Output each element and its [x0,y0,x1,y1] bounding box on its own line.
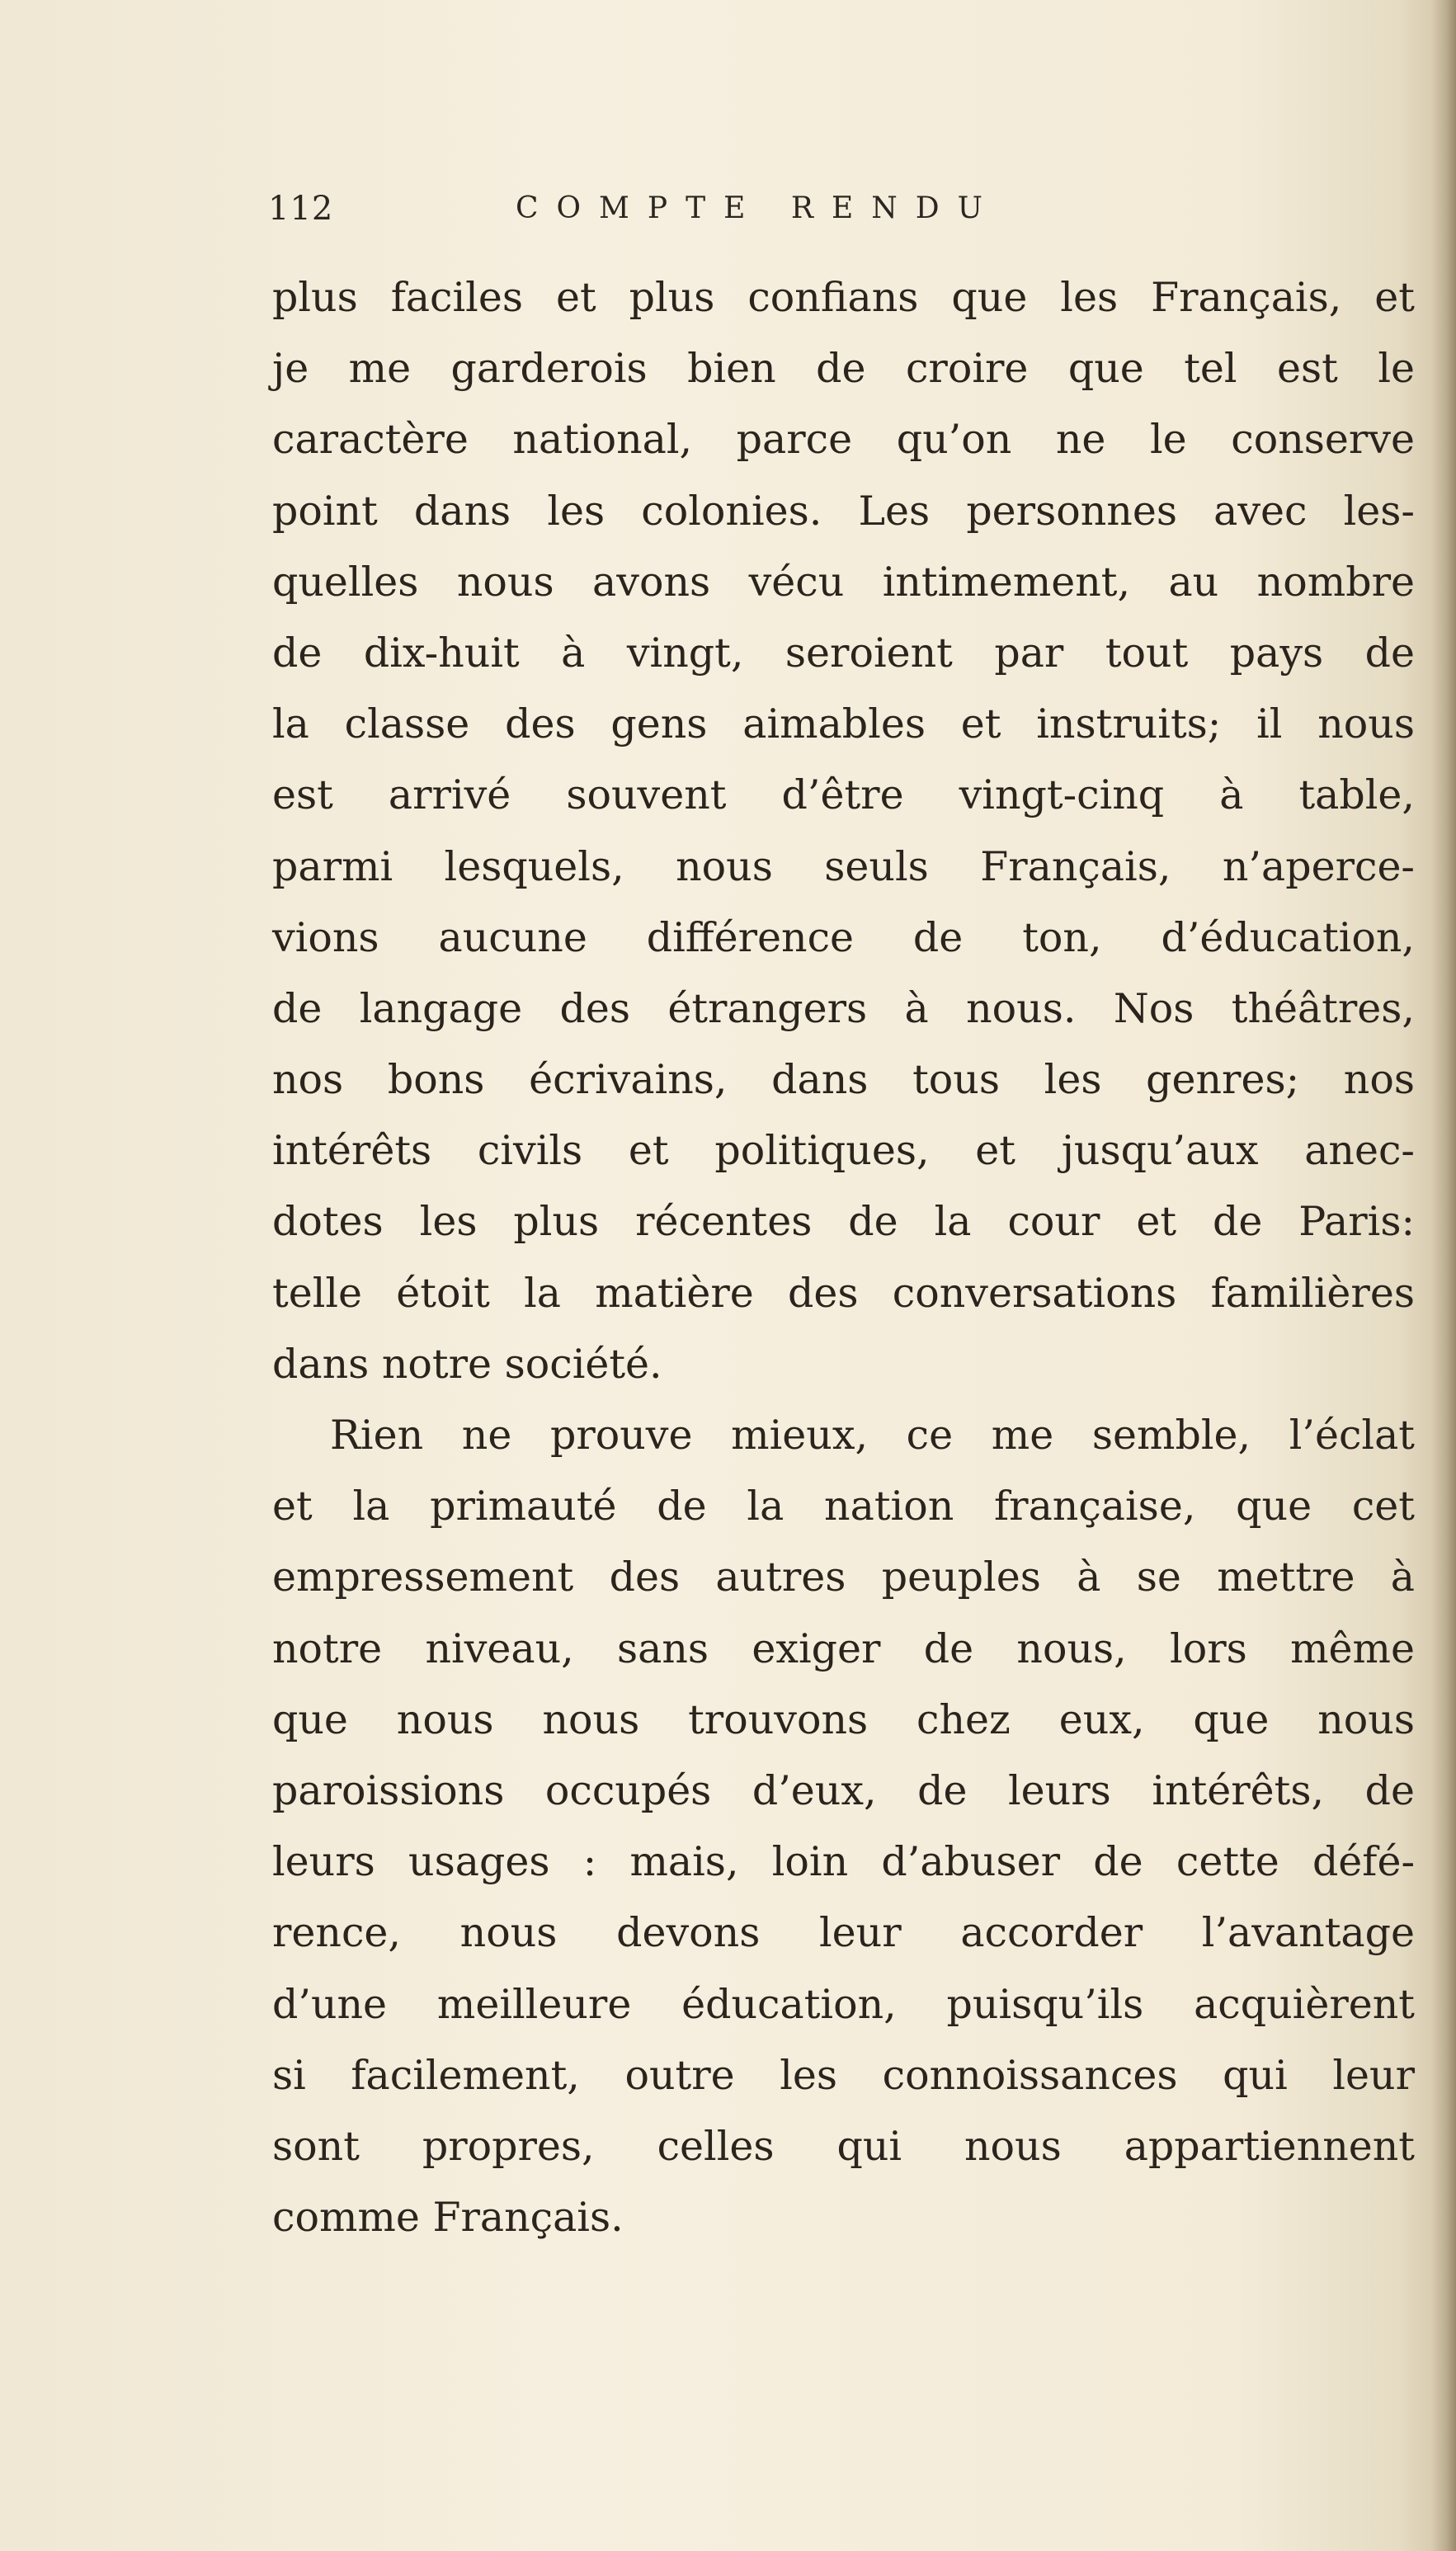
text-line: sont propres, celles qui nous appartiennent [272,2122,1415,2170]
text-line: quelles nous avons vécu intimement, au nombre [272,558,1415,606]
page-edge-shadow [1431,0,1456,2551]
text-line: rence, nous devons leur accorder l’avantage [272,1909,1415,1957]
body-text [272,262,1415,2253]
text-line: intérêts civils et politiques, et jusqu’aux anec- [272,1127,1415,1175]
text-line: d’une meilleure éducation, puisqu’ils acquièrent [272,1980,1415,2028]
paragraph-2 [272,1400,1415,2253]
text-line: notre niveau, sans exiger de nous, lors même [272,1624,1415,1672]
text-line: la classe des gens aimables et instruits; il nous [272,700,1415,748]
text-line: paroissions occupés d’eux, de leurs intérêts, de [272,1766,1415,1814]
text-line: plus faciles et plus confians que les Français, et [272,274,1415,321]
text-line: telle étoit la matière des conversations familières [272,1269,1415,1317]
text-line: vions aucune différence de ton, d’éducation, [272,913,1415,961]
text-line: leurs usages : mais, loin d’abuser de cette défé- [272,1838,1415,1886]
text-line: parmi lesquels, nous seuls Français, n’aperce- [272,842,1415,890]
text-line: de langage des étrangers à nous. Nos théâtres, [272,984,1415,1032]
text-line: est arrivé souvent d’être vingt-cinq à table, [272,771,1415,819]
text-line: Rien ne prouve mieux, ce me semble, l’éclat [330,1412,1415,1459]
text-line: je me garderois bien de croire que tel est le [272,345,1415,393]
text-line: caractère national, parce qu’on ne le conserve [272,416,1415,464]
page-number: 112 [268,190,334,228]
text-line: empressement des autres peuples à se mettre à [272,1554,1415,1601]
running-head: COMPTE RENDU [516,191,1001,225]
text-line: nos bons écrivains, dans tous les genres; nos [272,1056,1415,1104]
page-header [268,190,1159,239]
text-line: comme Français. [272,2194,624,2242]
text-line: point dans les colonies. Les personnes avec les- [272,487,1415,535]
text-line: de dix-huit à vingt, seroient par tout pays de [272,629,1415,677]
text-line: et la primauté de la nation française, que cet [272,1483,1415,1530]
text-line: si facilement, outre les connoissances qui leur [272,2051,1415,2099]
text-line: que nous nous trouvons chez eux, que nous [272,1695,1415,1743]
paragraph-1 [272,262,1415,1400]
text-line: dans notre société. [272,1340,662,1388]
text-line: dotes les plus récentes de la cour et de Paris: [272,1198,1415,1246]
